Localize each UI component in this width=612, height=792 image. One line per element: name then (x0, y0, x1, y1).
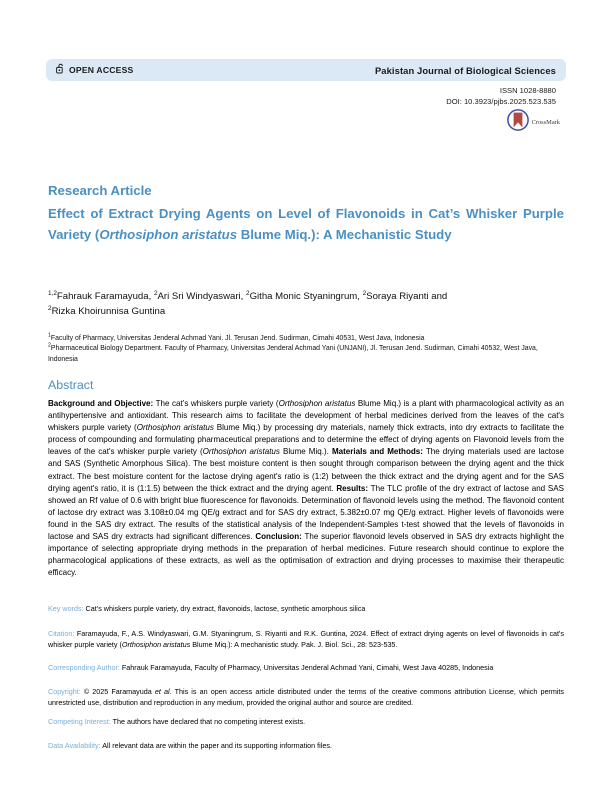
author-sup-3: 2 (246, 289, 250, 297)
data-availability-text: All relevant data are within the paper and its supporting information files. (100, 741, 332, 750)
affiliation-sup-1: 1 (48, 332, 51, 339)
title-species-name: Orthosiphon aristatus (99, 227, 238, 242)
author-sup-5: 2 (48, 304, 52, 312)
author-sup-4: 2 (362, 289, 367, 297)
crossmark-logo-icon (507, 109, 529, 136)
open-padlock-icon (56, 61, 65, 79)
citation-label: Citation: (48, 629, 75, 638)
author-sup-1: 1,2 (48, 289, 57, 297)
title-line-2-pre: Whisker Purple Variety ( (48, 206, 564, 242)
crossmark-label: CrossMark (531, 119, 560, 126)
affiliation-sup-2: 2 (48, 343, 51, 349)
corresponding-author-label: Corresponding Author: (48, 663, 120, 672)
abstract-background-label: Background and Objective: (48, 399, 154, 408)
affiliation-list (48, 334, 564, 365)
issn-text: ISSN 1028-8880 (499, 86, 556, 95)
corresponding-author-text: Fahrauk Faramayuda, Faculty of Pharmacy, Universitas Jenderal Achmad Yani, Cimahi, West Java 40285, Indonesia (119, 663, 494, 672)
author-name-1: Fahrauk Faramayuda, (56, 291, 154, 302)
abstract-methods-label: Materials and Methods: (331, 447, 423, 457)
abstract-background-p4: Blume Miq.). (279, 447, 332, 457)
affiliation-1 (48, 334, 564, 344)
abstract-background-p1: The cat’s whiskers purple variety ( (153, 399, 279, 408)
open-access-group (56, 61, 133, 79)
title-line-2-post: Blume Miq.): A (237, 227, 333, 242)
author-name-5: Rizka Khoirunnisa Guntina (51, 306, 166, 317)
affiliation-2 (48, 344, 564, 365)
author-name-4: Soraya Riyanti and (366, 291, 448, 302)
author-name-3: Githa Monic Styaningrum, (249, 291, 363, 302)
abstract-conclusion-label: Conclusion: (255, 532, 302, 542)
citation-text-p1: Faramayuda, F., A.S. Windyaswari, G.M. Styaningrum, S. Riyanti and R.K. Guntina, 2024. Effect of extract drying agents on level of flavonoids in cat's whisker purple variety ( (48, 629, 564, 649)
copyright-etal: et al. (154, 687, 172, 696)
corresponding-author-block (48, 663, 564, 674)
abstract-results-text: The TLC profile of the dry extract of lactose and SAS showed an Rf value of 0.6 with bright blue fluorescence for flavonoids. Determination of flavonoid levels using the method. The flavonoid content of lactose dry extract was 3.108±0.04 mg QE/g extract and for SAS dry extract, 5.382±0.07 mg QE/g extract. Higher levels of flavonoids were found in the SAS dry extract. The results of the statistical analysis of the Independent-Samples t-test showed that the levels of flavonoids in lactose and SAS dry extracts had significant differences. (48, 483, 564, 542)
author-sup-2: 2 (153, 289, 158, 297)
abstract-methods-text: The drying materials used are lactose and SAS (Synthetic Amorphous Silica). The best moisture content is then sought through comparison between the drying agent and the thick extract. The best moisture content for the lactose drying agent's ratio is (1:2) between the thick extract and the drying agent and for the SAS drying agent's ratio, it is (1:1.5) between the thick extract and the drying agent. (48, 447, 564, 493)
abstract-background-p3: Blume Miq.) by processing dry materials, namely thick extracts, into dry extracts to facilitate the process of compounding and formulating pharmaceutical preparations and to determine the effect of drying agents on Flavonoid levels from the leaves of the cat's whisker purple variety ( (48, 423, 564, 457)
citation-block (48, 629, 564, 650)
doi-text: DOI: 10.3923/pjbs.2025.523.535 (446, 97, 556, 106)
crossmark-badge[interactable] (507, 109, 560, 136)
author-list (48, 289, 564, 319)
competing-interest-block (48, 717, 564, 728)
title-line-3: Mechanistic Study (335, 227, 452, 242)
author-name-2: Ari Sri Windyaswari, (157, 291, 247, 302)
competing-interest-label: Competing Interest: (48, 717, 111, 726)
open-access-label: OPEN ACCESS (69, 65, 134, 75)
copyright-label: Copyright: (48, 687, 81, 696)
affiliation-2-text: Pharmaceutical Biology Department. Faculty of Pharmacy, Universitas Jenderal Achmad Yani (UNJANI), Jl. Terusan Jend. Sudirman, Cimahi 40532, West Java, Indonesia (48, 345, 538, 363)
abstract-body (48, 398, 564, 579)
abstract-conclusion-text: The superior flavonoid levels observed in SAS dry extracts highlight the importance of selecting appropriate drying methods in the preparation of herbal medicines. Future research should continue to explore the pharmacological applications of these extracts, as well as the optimisation of extraction and drying processes to maximise their therapeutic efficacy. (48, 532, 564, 578)
keywords-label: Key words: (48, 604, 84, 613)
issn-doi-block (446, 85, 556, 107)
copyright-block (48, 687, 564, 708)
keywords-text: Cat’s whiskers purple variety, dry extract, flavonoids, lactose, synthetic amorphous silica (83, 604, 366, 613)
abstract-species-3: Orthosiphon aristatus (202, 447, 280, 457)
abstract-species-2: Orthosiphon aristatus (136, 423, 214, 433)
copyright-text-p2: This is an open access article distributed under the terms of the creative commons attribution License, which permits unrestricted use, distribution and reproduction in any medium, provided the original author and source are credited. (48, 687, 565, 707)
abstract-heading: Abstract (48, 378, 94, 392)
abstract-results-label: Results: (336, 483, 369, 493)
journal-header-bar (46, 59, 566, 81)
copyright-text-p1: © 2025 Faramayuda (80, 687, 155, 696)
data-availability-label: Data Availability: (48, 741, 101, 750)
page-title (48, 203, 564, 245)
competing-interest-text: The authors have declared that no competing interest exists. (110, 717, 306, 726)
data-availability-block (48, 741, 564, 752)
abstract-species-1: Orthosiphon aristatus (278, 399, 356, 408)
keywords-block (48, 604, 564, 615)
citation-species-name: Orthosiphon aristatus (121, 639, 191, 649)
abstract-background-p2: Blume Miq.) is a plant with pharmacological activity as an antihypertensive and antioxidant. This research aims to facilitate the development of herbal medicines derived from the leaves of the cat's whiskers purple variety ( (48, 399, 564, 433)
affiliation-1-text: Faculty of Pharmacy, Universitas Jenderal Achmad Yani. Jl. Terusan Jend. Sudirman, Cimahi 40531, West Java, Indonesia (50, 335, 425, 342)
journal-name: Pakistan Journal of Biological Sciences (374, 64, 556, 76)
article-type-label: Research Article (48, 183, 152, 198)
title-line-1: Effect of Extract Drying Agents on Level of Flavonoids in Cat’s (48, 206, 461, 221)
citation-text-p2: Blume Miq.): A mechanistic study. Pak. J. Biol. Sci., 28: 523-535. (190, 639, 398, 649)
